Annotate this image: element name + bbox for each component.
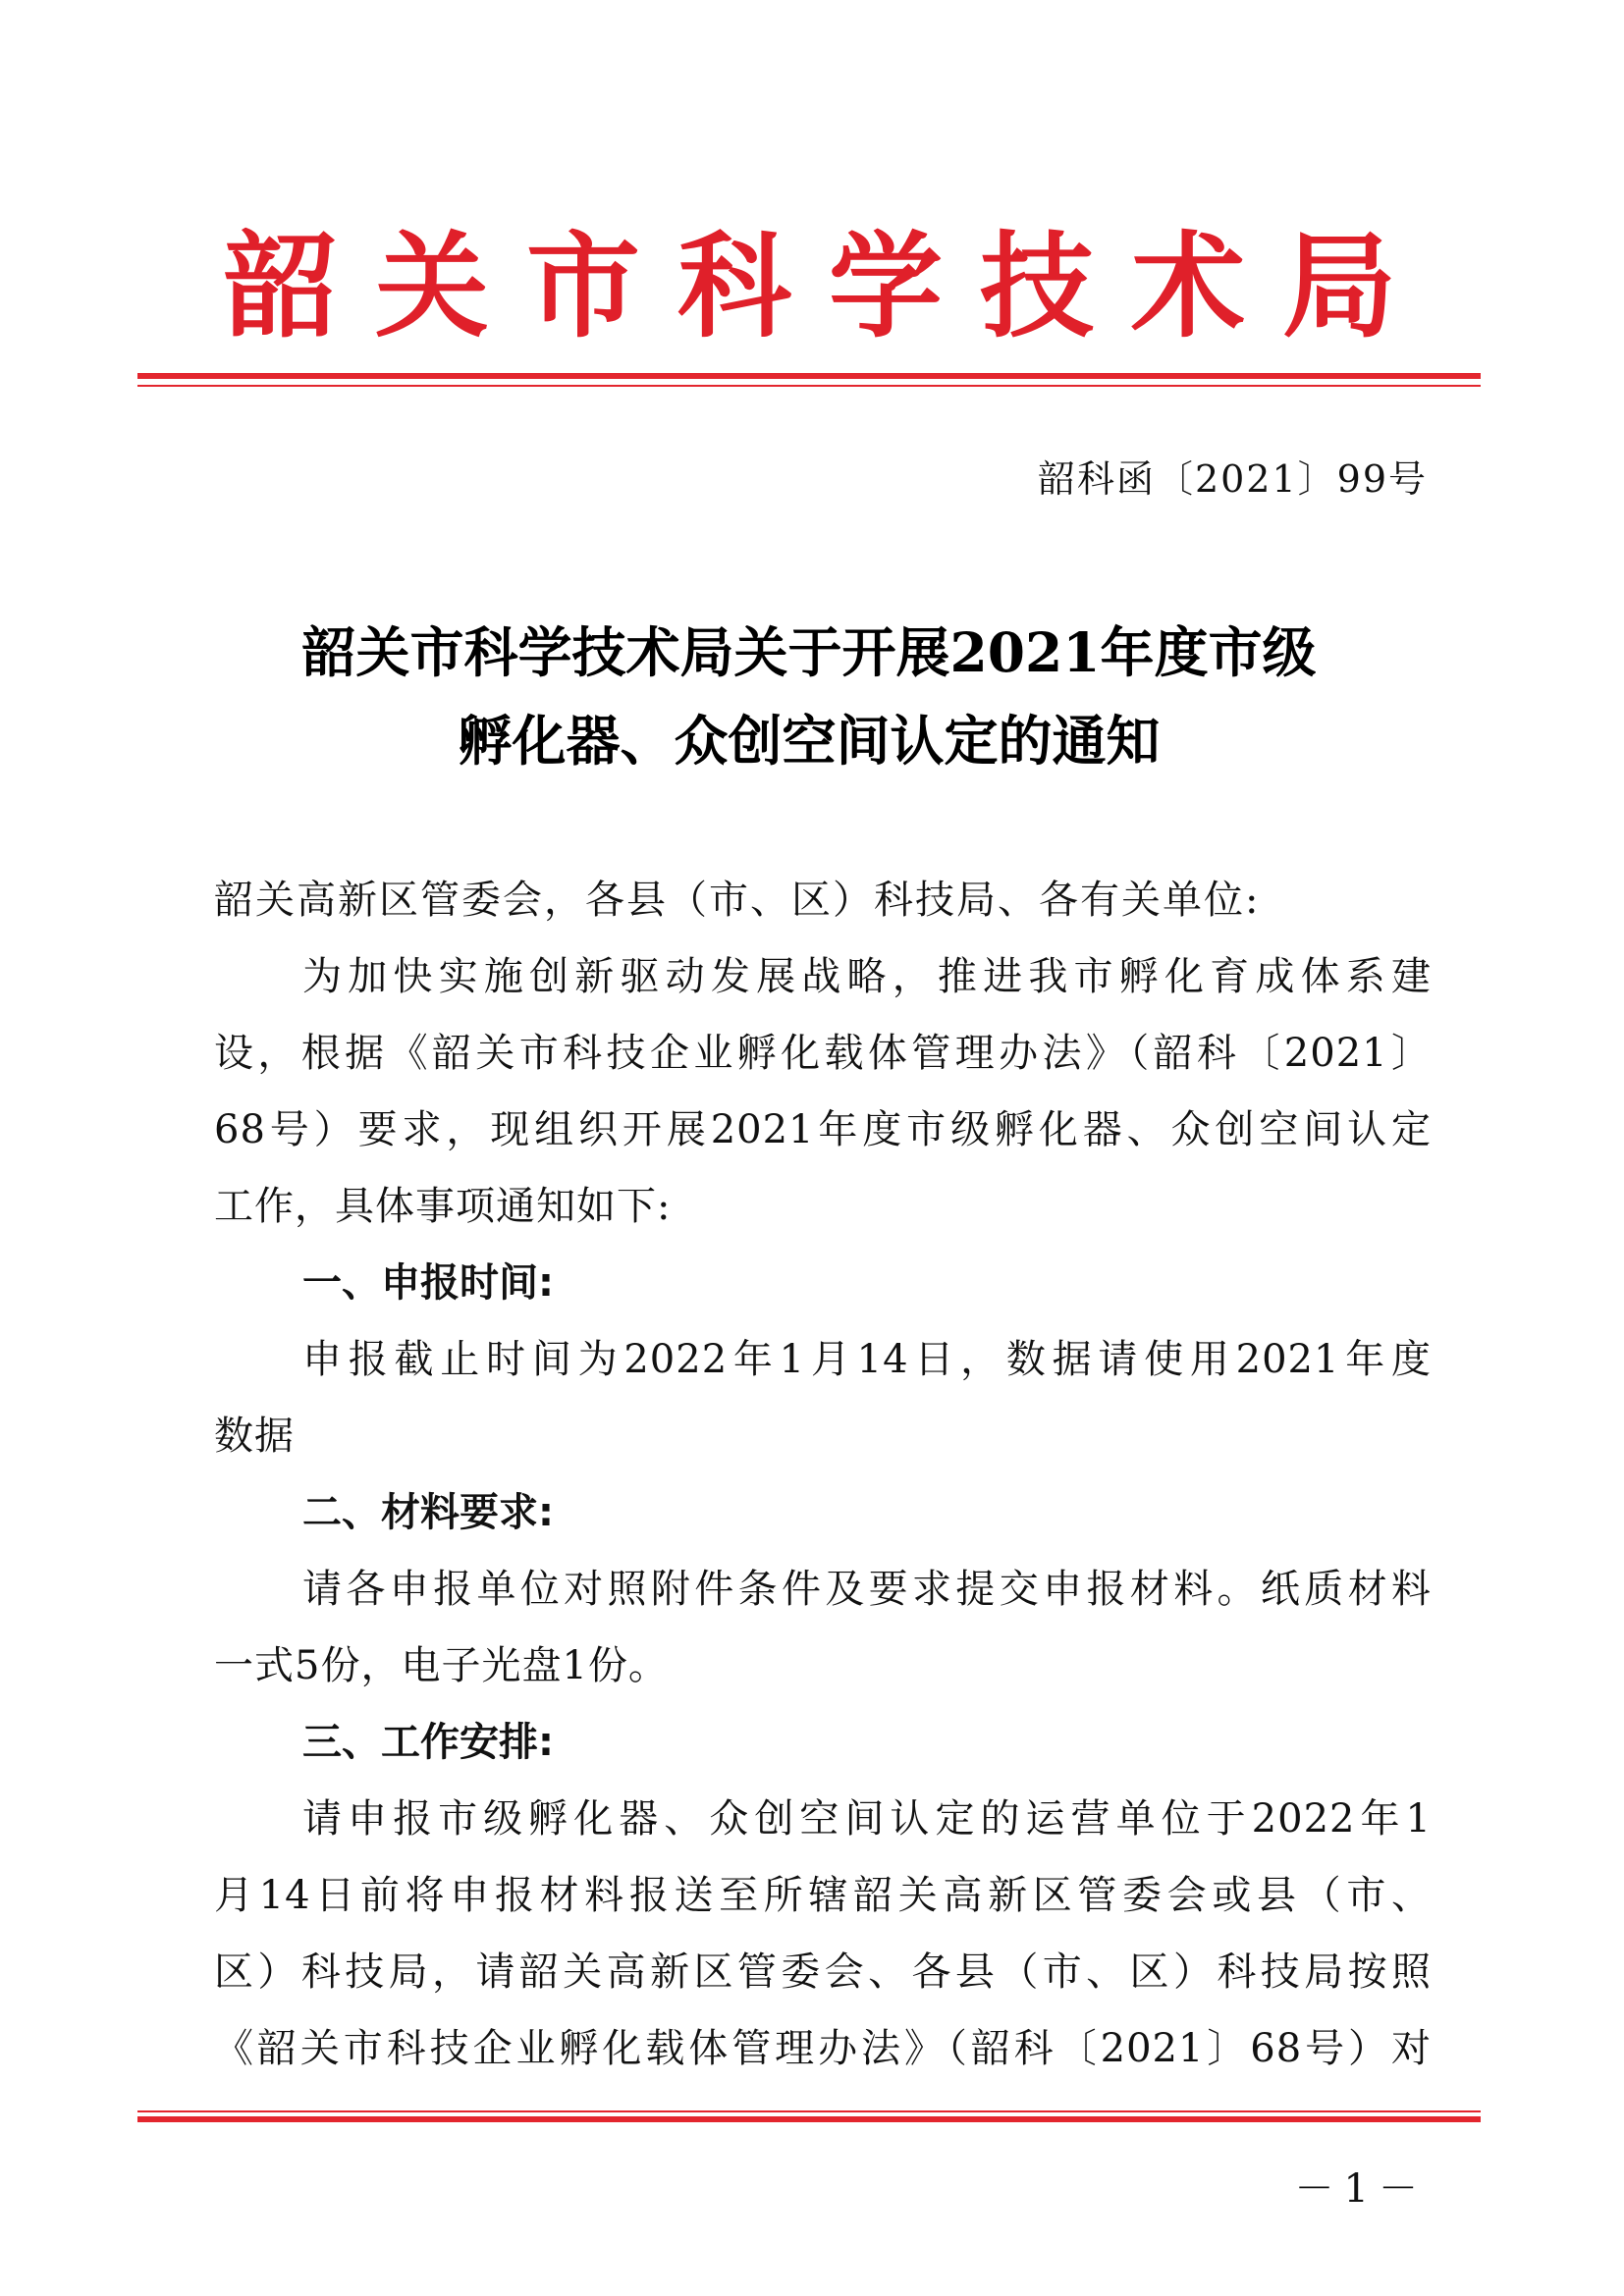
intro-line: 设，根据《韶关市科技企业孵化载体管理办法》（韶科〔2021〕 [214,1031,1432,1076]
section-line: 申报截止时间为2022年1月14日，数据请使用2021年度 [302,1337,1432,1382]
red-rule-top-thin [137,385,1481,387]
title-line-2: 孵化器、众创空间认定的通知 [458,709,1161,773]
section-heading: 三、工作安排: [302,1720,554,1765]
section-work-arrangement [214,1704,1432,2087]
salutation: 韶关高新区管委会，各县（市、区）科技局、各有关单位: [214,878,1261,923]
section-material-requirements [214,1474,1432,1704]
red-rule-bottom-thin [137,2110,1481,2112]
section-line: 数据 [214,1414,295,1459]
page-number: －1－ [1294,2166,1428,2212]
section-line: 一式5份，电子光盘1份。 [214,1643,669,1688]
document-number: 韶科函〔2021〕99号 [1037,457,1428,501]
red-rule-top-thick [137,373,1481,379]
org-masthead: 韶关市科学技术局 [224,221,1434,353]
document-title [137,609,1481,785]
section-line: 请各申报单位对照附件条件及要求提交申报材料。纸质材料 [302,1567,1432,1612]
intro-line: 68号）要求，现组织开展2021年度市级孵化器、众创空间认定 [214,1107,1432,1152]
intro-paragraph [214,938,1432,1245]
title-line-1: 韶关市科学技术局关于开展2021年度市级 [301,620,1317,684]
intro-line: 工作，具体事项通知如下: [214,1184,672,1229]
section-line: 区）科技局，请韶关高新区管委会、各县（市、区）科技局按照 [214,1949,1432,1995]
red-rule-bottom-thick [137,2116,1481,2122]
section-application-time [214,1245,1432,1474]
section-line: 《韶关市科技企业孵化载体管理办法》（韶科〔2021〕68号）对 [214,2026,1432,2071]
intro-line: 为加快实施创新驱动发展战略，推进我市孵化育成体系建 [302,954,1432,999]
section-heading: 一、申报时间: [302,1260,554,1306]
section-line: 请申报市级孵化器、众创空间认定的运营单位于2022年1 [302,1796,1432,1842]
section-line: 月14日前将申报材料报送至所辖韶关高新区管委会或县（市、 [214,1873,1432,1918]
section-heading: 二、材料要求: [302,1490,554,1535]
